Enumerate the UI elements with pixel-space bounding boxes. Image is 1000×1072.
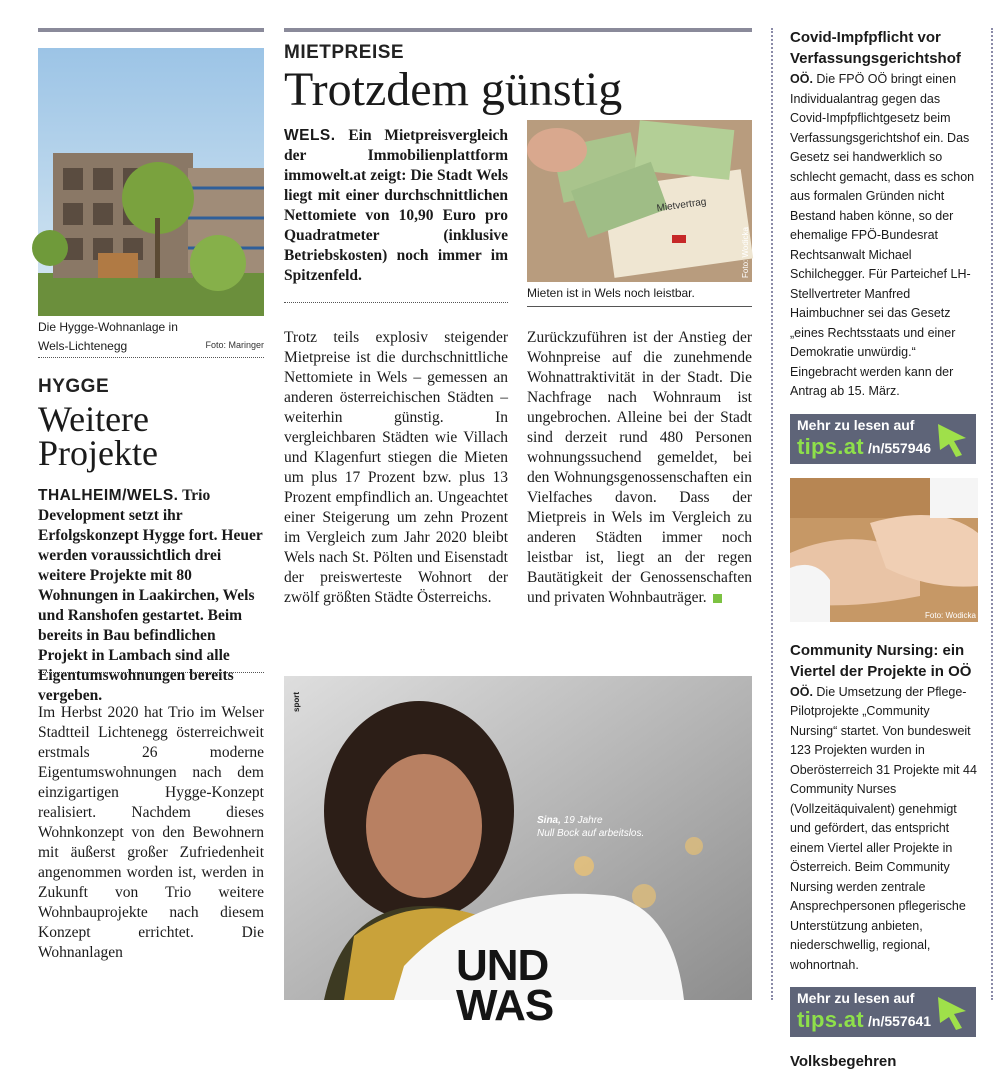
- middle-body-col1: Trotz teils explosiv steigender Mietpreise ist die durchschnittliche Nettomiete in Wels – gemessen an anderen österreichischen Städten – weiterhin günstig. In vergleichbaren Städten wie Villach und Klagenfurt stiegen die Mieten um plus 17 Prozent bzw. plus 13 Prozent empfindlich an. Ungeachtet einer Steigerung um zehn Prozent im Vergleich zum Jahr 2020 bleibt Wels nach St. Pölten und Eisenstadt der preiswerteste Wohnort der zwölf größten Städte Österreichs.: [284, 329, 508, 606]
- middle-caption-divider: [527, 306, 752, 307]
- hands-illustration: [790, 478, 978, 622]
- hands-photo: [790, 478, 978, 622]
- middle-lead-row: [284, 120, 752, 310]
- middle-lead: [284, 126, 508, 286]
- right-item1-headline: Covid-Impfpflicht vor Verfassungsgerichtshof: [790, 29, 961, 67]
- envelope-label: Mietvertrag: [655, 196, 708, 215]
- right-item1-text: Die FPÖ OÖ bringt einen Individualantrag gegen das Covid-Impfpflichtgesetz beim Verfassungsgerichtshof ein. Das Gesetz sei handwerklich so schlecht gemacht, dass es schon aus formalen Gründen nicht Bestand haben könne, so der ehemalige FPÖ-Bundesrat Rechtsanwalt Michael Schilchegger. Für Parteichef LH-Stellvertreter Manfred Haimbuchner sei das Gesetz „eines Rechtsstaats und einer Demokratie unwürdig.“ Eingebracht werden kann der Antrag ab 15. März.: [790, 72, 975, 398]
- money-contract-photo: [527, 120, 752, 282]
- right-item1-body: [790, 70, 978, 402]
- right-item2-text: Die Umsetzung der Pflege-Pilotprojekte „Community Nursing“ startet. Von bundesweit 123 Projekten wurden in Oberösterreich 31 Projekte mit 44 Community Nurses (Vollzeitäquivalent) genehmigt und gefördert, das entspricht einem Viertel aller Projekte in Österreich. Beim Community Nursing werden zentrale Ansprechpersonen pflegerische Unterstützung anbieten, niederschwellig, regional, wohnortnah.: [790, 684, 977, 972]
- middle-article: [284, 28, 752, 648]
- middle-body-col2: [527, 328, 752, 608]
- left-kicker: HYGGE: [38, 376, 110, 397]
- right-photo-credit: Foto: Wodicka: [925, 610, 976, 620]
- middle-kicker: MIETPREISE: [284, 42, 405, 63]
- tips1-link[interactable]: /n/557946: [868, 439, 932, 456]
- middle-photo-caption: Mieten ist in Wels noch leistbar.: [527, 286, 695, 300]
- ad-person-age: 19 Jahre: [563, 815, 603, 826]
- tips-link-box-1[interactable]: [790, 414, 976, 464]
- hygge-building-photo: [38, 48, 264, 316]
- left-photo-credit: Foto: Maringer: [205, 340, 264, 350]
- middle-lead-location: WELS.: [284, 127, 336, 144]
- left-photo-caption-row: [38, 316, 264, 354]
- middle-body-col2-text: Zurückzuführen ist der Anstieg der Wohnpreise auf die zunehmende Wohnattraktivität in der Stadt. Die Nachfrage nach Wohnraum ist ungebrochen. Alleine bei der Stadt sind derzeit rund 480 Personen wohnungssuchend gemeldet, bei den Wohnungsgenossenschaften ein Vielfaches davon. Dass der Mietpreis in Wels im Vergleich zu anderen Städten immer noch leistbar ist, liegt an der regen Bautätigkeit der Genossenschaften und privaten Wohnbauträger.: [527, 329, 752, 606]
- ad-person-name: Sina,: [537, 815, 561, 826]
- tips-link-box-2[interactable]: [790, 987, 976, 1037]
- tips1-brand: tips.at: [797, 433, 864, 459]
- ad-person-caption: [537, 814, 644, 840]
- middle-lead-text: Ein Mietpreisvergleich der Immobilienplattform immowelt.at zeigt: Die Stadt Wels liegt mit einer durchschnittlichen Nettomiete von 10,90 Euro pro Quadratmeter (inklusive Betriebskosten) noch immer im Spitzenfeld.: [284, 127, 508, 284]
- ad-person-quote: Null Bock auf arbeitslos.: [537, 828, 645, 839]
- ad-big-text: [456, 941, 554, 1030]
- right-item2-headline: Community Nursing: ein Viertel der Projekte in OÖ: [790, 641, 972, 680]
- middle-headline: Trotzdem günstig: [284, 63, 623, 116]
- left-caption-divider: [38, 357, 264, 358]
- money-illustration: [527, 120, 752, 282]
- advertisement-photo: [284, 676, 752, 1030]
- right-news-column: [790, 28, 978, 1072]
- ad-vertical-label: sport: [292, 692, 301, 712]
- tips2-link[interactable]: /n/557641: [868, 1013, 932, 1029]
- ad-big-text-line2: WAS: [456, 981, 554, 1030]
- right-column-separator-right: [991, 28, 993, 1000]
- right-column-separator-left: [771, 28, 773, 1000]
- middle-body-columns: [284, 328, 752, 648]
- right-item1-location: OÖ.: [790, 72, 813, 86]
- tips1-label: Mehr zu lesen auf: [797, 416, 915, 433]
- right-item2-body: [790, 683, 978, 976]
- left-lead-text: Trio Development setzt ihr Erfolgskonzept Hygge fort. Heuer werden voraussichtlich drei weitere Projekte mit 80 Wohnungen in Laakirchen, Wels und Ranshofen gestartet. Beim bereits in Bau befindlichen Projekt in Lambach sind alle Eigentumswohnungen bereits vergeben.: [38, 487, 263, 704]
- middle-lead-divider: [284, 302, 508, 303]
- left-body: Im Herbst 2020 hat Trio im Welser Stadtteil Lichtenegg österreichweit erstmals 26 moderne Eigentumswohnungen nach dem einzigartigen Hygge-Konzept realisiert. Nachdem dieses Wohnkonzept von den Bewohnern mit äußerst großer Zufriedenheit angenommen worden ist, werden in Zukunft von Trio weitere Wohnbauprojekte nach diesem Konzept errichtet. Die Wohnanlagen: [38, 704, 264, 961]
- left-lead-location: THALHEIM/WELS.: [38, 487, 179, 504]
- left-photo-caption: Die Hygge-Wohnanlage in Wels-Lichtenegg: [38, 320, 178, 353]
- left-article: [38, 28, 264, 963]
- right-item2-location: OÖ.: [790, 684, 813, 699]
- left-headline: [38, 399, 264, 473]
- building-illustration: [38, 48, 264, 316]
- tips2-brand: tips.at: [797, 1007, 864, 1032]
- cursor-arrow-icon: [936, 995, 970, 1031]
- middle-photo-credit: Foto: Wodicka: [741, 227, 750, 278]
- tips2-label: Mehr zu lesen auf: [797, 990, 915, 1006]
- cursor-arrow-icon: [936, 422, 970, 458]
- left-headline-line1: Weitere: [38, 399, 150, 439]
- left-headline-line2: Projekte: [38, 433, 158, 473]
- right-item3-headline: Volksbegehren: [790, 1053, 897, 1070]
- ad-big-text-line1: UND: [456, 941, 549, 990]
- end-marker-icon: [713, 594, 722, 603]
- left-lead: [38, 486, 264, 704]
